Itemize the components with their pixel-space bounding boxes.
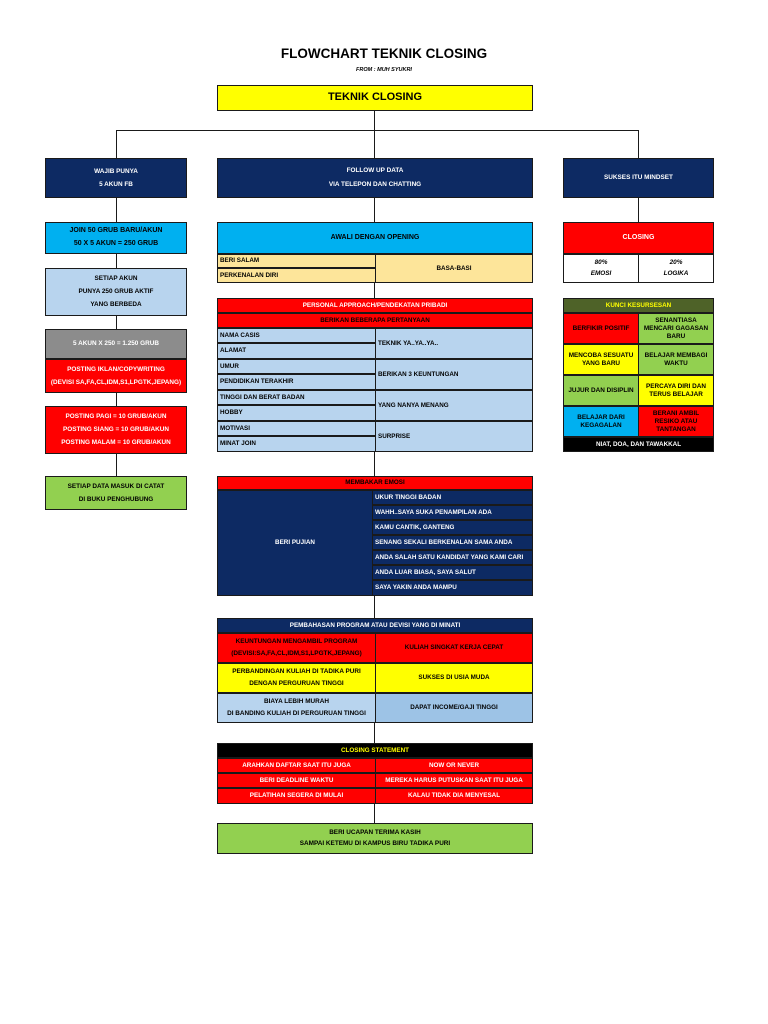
setiap-line-2: PUNYA 250 GRUB AKTIF (78, 287, 154, 295)
closing-left-row (217, 758, 376, 773)
pujian-text: SENANG SEKALI BERKENALAN SAMA ANDA (375, 538, 513, 546)
closing-left-text: BERI DEADLINE WAKTU (259, 776, 334, 784)
response-row (375, 390, 533, 421)
pujian-text: WAHH..SAYA SUKA PENAMPILAN ADA (375, 508, 492, 516)
response-row (375, 328, 533, 359)
kunci-text: PERCAYA DIRI DAN TERUS BELAJAR (645, 382, 706, 398)
setiap-line-1: SETIAP AKUN (94, 274, 138, 282)
connector-r1 (638, 198, 639, 222)
niat-cell (563, 437, 714, 452)
question-row (217, 374, 376, 390)
connector-horizontal (116, 130, 639, 131)
question-row (217, 328, 376, 343)
author-line: FROM : MUH SYUKRI (356, 67, 412, 73)
program-title-label: PEMBAHASAN PROGRAM ATAU DEVISI YANG DI MINATI (289, 621, 461, 629)
kunci-cell (638, 344, 714, 375)
question-text: PENDIDIKAN TERAKHIR (220, 378, 294, 386)
program-right-text: KULIAH SINGKAT KERJA CEPAT (404, 644, 504, 652)
closing-right-row (375, 773, 533, 788)
beri-pujian-label: BERI PUJIAN (275, 539, 315, 547)
thanks-line-2: SAMPAI KETEMU DI KAMPUS BIRU TADIKA PURI (299, 840, 451, 848)
pujian-item (372, 490, 533, 505)
connector-m2 (374, 283, 375, 298)
posting-iklan-line-2: (DEVISI SA,FA,CL,IDM,S1,LPGTK,JEPANG) (50, 378, 182, 386)
response-text: SURPRISE (378, 432, 411, 440)
kunci-text: SENANTIASA MENCARI GAGASAN BARU (643, 316, 709, 340)
data-masuk-line-1: SETIAP DATA MASUK DI CATAT (67, 482, 165, 490)
follow-up-line-2: VIA TELEPON DAN CHATTING (328, 181, 422, 188)
question-text: ALAMAT (220, 347, 247, 355)
question-text: HOBBY (220, 409, 243, 417)
program-left-text: DI BANDING KULIAH DI PERGURUAN TINGGI (227, 710, 366, 717)
question-row (217, 421, 376, 436)
pct-value: 20% (669, 259, 683, 267)
akun-calc-label: 5 AKUN X 250 = 1.250 GRUB (73, 340, 159, 347)
program-right-cell (375, 693, 533, 723)
opening-box (217, 222, 533, 254)
wajib-line-2: 5 AKUN FB (99, 180, 133, 188)
page-title: FLOWCHART TEKNIK CLOSING (280, 46, 488, 61)
pct-label: EMOSI (590, 269, 612, 277)
closing-right-row (375, 758, 533, 773)
kunci-cell (563, 375, 639, 406)
posting-malam: POSTING MALAM = 10 GRUB/AKUN (61, 439, 171, 447)
kunci-text: BELAJAR MEMBAGI WAKTU (644, 351, 708, 367)
connector-right-down (638, 130, 639, 159)
response-row (375, 359, 533, 390)
connector-m3 (374, 452, 375, 476)
pct-cell-emosi (563, 254, 639, 283)
perkenalan-cell (217, 268, 376, 283)
connector-l3 (116, 316, 117, 329)
connector-m4 (374, 596, 375, 618)
closing-label: CLOSING (622, 233, 655, 241)
response-text: TEKNIK YA..YA..YA.. (378, 339, 439, 347)
kunci-cell (638, 375, 714, 406)
teknik-closing-label: TEKNIK CLOSING (327, 91, 423, 104)
pct-label: LOGIKA (663, 269, 689, 277)
niat-label: NIAT, DOA, DAN TAWAKKAL (595, 440, 682, 448)
posting-iklan-line-1: POSTING IKLAN/COPYWRITING (67, 365, 165, 373)
closing-statement-label: CLOSING STATEMENT (341, 746, 409, 754)
closing-right-text: NOW OR NEVER (428, 761, 480, 769)
posting-iklan-box (45, 359, 187, 393)
wajib-line-1: WAJIB PUNYA (94, 167, 138, 175)
pertanyaan-cell (217, 313, 533, 328)
program-right-cell (375, 663, 533, 693)
wajib-punya-box (45, 158, 187, 198)
data-masuk-line-2: DI BUKU PENGHUBUNG (78, 495, 154, 503)
question-row (217, 343, 376, 359)
pct-value: 80% (594, 259, 608, 267)
response-row (375, 421, 533, 452)
data-masuk-box (45, 476, 187, 510)
program-right-cell (375, 633, 533, 663)
pujian-item (372, 565, 533, 580)
pujian-text: SAYA YAKIN ANDA MAMPU (375, 584, 457, 592)
question-text: TINGGI DAN BERAT BADAN (220, 393, 305, 401)
closing-left-row (217, 788, 376, 804)
program-left-cell (217, 693, 376, 723)
kunci-cell (563, 406, 639, 437)
basa-basi-label: BASA-BASI (436, 264, 472, 272)
personal-approach-cell (217, 298, 533, 313)
program-left-cell (217, 633, 376, 663)
thanks-line-1: BERI UCAPAN TERIMA KASIH (329, 828, 421, 836)
kunci-text: BERANI AMBIL RESIKO ATAU TANTANGAN (652, 409, 700, 433)
question-row (217, 390, 376, 405)
kunci-text: MENCOBA SESUATU YANG BARU (568, 351, 634, 367)
closing-statement-cell (217, 743, 533, 758)
pct-cell-logika (638, 254, 714, 283)
pujian-item (372, 580, 533, 596)
kunci-text: BERFIKIR POSITIF (572, 324, 630, 332)
sukses-mindset-label: SUKSES ITU MINDSET (604, 174, 673, 181)
setiap-akun-box (45, 268, 187, 316)
program-left-cell (217, 663, 376, 693)
question-row (217, 436, 376, 452)
personal-approach-label: PERSONAL APPROACH/PENDEKATAN PRIBADI (302, 301, 448, 309)
beri-pujian-cell (217, 490, 373, 596)
teknik-closing-box (217, 85, 533, 111)
program-right-text: SUKSES DI USIA MUDA (418, 674, 490, 682)
response-text: YANG NANYA MENANG (378, 401, 449, 409)
posting-pagi: POSTING PAGI = 10 GRUB/AKUN (65, 412, 167, 420)
connector-mid-down (374, 130, 375, 159)
question-text: UMUR (220, 362, 239, 370)
response-text: BERIKAN 3 KEUNTUNGAN (378, 370, 459, 378)
closing-right-row (375, 788, 533, 804)
question-text: MOTIVASI (220, 424, 250, 432)
closing-box (563, 222, 714, 254)
connector-main-down (374, 111, 375, 131)
question-row (217, 405, 376, 421)
connector-l2 (116, 254, 117, 268)
kunci-cell (638, 406, 714, 437)
pujian-text: ANDA LUAR BIASA, SAYA SALUT (375, 568, 476, 576)
connector-m6 (374, 804, 375, 823)
pujian-text: ANDA SALAH SATU KANDIDAT YANG KAMI CARI (375, 553, 524, 561)
perkenalan-label: PERKENALAN DIRI (220, 271, 279, 279)
opening-label: AWALI DENGAN OPENING (330, 233, 420, 241)
program-title-cell (217, 618, 533, 633)
beri-salam-label: BERI SALAM (220, 257, 260, 265)
kunci-text: JUJUR DAN DISIPLIN (568, 386, 634, 394)
basa-basi-cell (375, 254, 533, 283)
connector-left-down (116, 130, 117, 159)
program-left-text: BIAYA LEBIH MURAH (264, 698, 329, 705)
program-left-text: PERBANDINGAN KULIAH DI TADIKA PURI (232, 668, 361, 675)
pujian-item (372, 505, 533, 520)
closing-left-text: ARAHKAN DAFTAR SAAT ITU JUGA (242, 761, 351, 769)
kunci-title-label: KUNCI KESURSESAN (605, 301, 672, 309)
sukses-mindset-box (563, 158, 714, 198)
kunci-cell (563, 313, 639, 344)
beri-salam-cell (217, 254, 376, 268)
kunci-text: BELAJAR DARI KEGAGALAN (577, 413, 625, 429)
connector-m5 (374, 723, 375, 743)
program-left-text: KEUNTUNGAN MENGAMBIL PROGRAM (235, 638, 358, 645)
join-line-1: JOIN 50 GRUB BARU/AKUN (69, 227, 163, 235)
connector-l5 (116, 454, 117, 476)
posting-jadwal-box (45, 406, 187, 454)
program-right-text: DAPAT INCOME/GAJI TINGGI (410, 704, 498, 712)
program-left-text: (DEVISI:SA,FA,CL,IDM,S1,LPGTK,JEPANG) (231, 650, 362, 657)
kunci-cell (638, 313, 714, 344)
closing-left-row (217, 773, 376, 788)
akun-calc-box (45, 329, 187, 359)
pujian-item (372, 535, 533, 550)
kunci-title-cell (563, 298, 714, 313)
question-text: MINAT JOIN (220, 440, 256, 448)
connector-l4 (116, 393, 117, 406)
connector-m1 (374, 198, 375, 222)
join-grub-box (45, 222, 187, 254)
closing-right-text: MEREKA HARUS PUTUSKAN SAAT ITU JUGA (385, 776, 523, 784)
pujian-text: UKUR TINGGI BADAN (375, 493, 442, 501)
membakar-emosi-cell (217, 476, 533, 490)
connector-l1 (116, 198, 117, 222)
program-left-text: DENGAN PERGURUAN TINGGI (249, 680, 344, 687)
membakar-emosi-label: MEMBAKAR EMOSI (345, 479, 405, 487)
pertanyaan-label: BERIKAN BEBERAPA PERTANYAAN (320, 316, 430, 324)
closing-left-text: PELATIHAN SEGERA DI MULAI (249, 792, 344, 800)
question-text: NAMA CASIS (220, 331, 260, 339)
setiap-line-3: YANG BERBEDA (90, 301, 142, 309)
pujian-text: KAMU CANTIK, GANTENG (375, 523, 455, 531)
thanks-box (217, 823, 533, 854)
pujian-item (372, 550, 533, 565)
pujian-item (372, 520, 533, 535)
closing-right-text: KALAU TIDAK DIA MENYESAL (407, 792, 501, 800)
follow-up-line-1: FOLLOW UP DATA (346, 167, 404, 174)
join-line-2: 50 X 5 AKUN = 250 GRUB (73, 240, 159, 247)
question-row (217, 359, 376, 374)
posting-siang: POSTING SIANG = 10 GRUB/AKUN (63, 425, 169, 433)
kunci-cell (563, 344, 639, 375)
follow-up-box (217, 158, 533, 198)
